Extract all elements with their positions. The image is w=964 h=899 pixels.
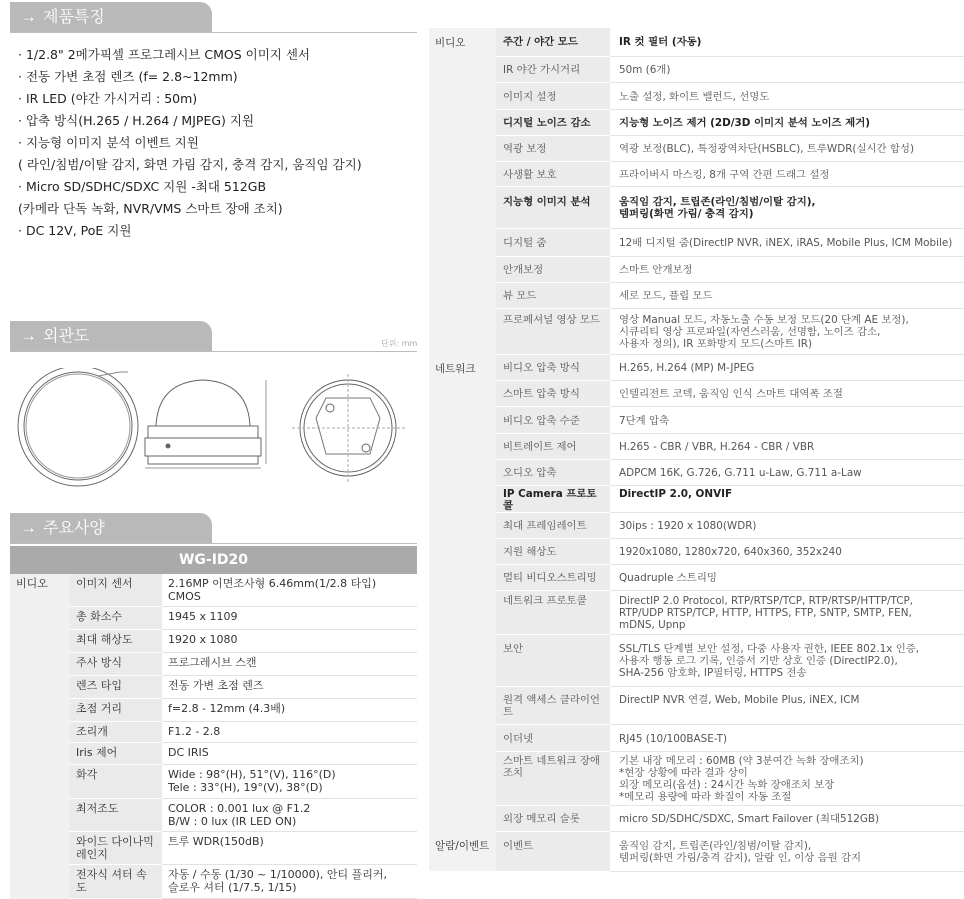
spec-value-line: COLOR : 0.001 lux @ F1.2	[168, 802, 311, 815]
spec-key: 지원 해상도	[496, 538, 610, 564]
spec-value	[162, 630, 417, 653]
spec-key: 오디오 압축	[496, 459, 610, 485]
spec-value	[610, 109, 964, 135]
spec-category: 비디오	[10, 574, 70, 899]
table-row	[429, 459, 964, 485]
spec-category: 비디오	[429, 28, 496, 354]
table-row	[10, 699, 417, 722]
spec-key: 화각	[70, 765, 162, 799]
spec-key: 지능형 이미지 분석	[496, 186, 610, 228]
left-spec-table	[10, 574, 417, 899]
spec-value-line: 1920 x 1080	[168, 633, 238, 646]
table-row	[429, 485, 964, 512]
spec-value	[610, 686, 964, 724]
spec-value-line: 트루 WDR(150dB)	[168, 835, 264, 848]
spec-value-line: 움직임 감지, 트립존(라인/침범/이탈 감지),	[619, 839, 812, 852]
table-row	[429, 109, 964, 135]
spec-key: 총 화소수	[70, 607, 162, 630]
table-row	[429, 564, 964, 590]
table-row	[429, 751, 964, 805]
spec-value	[610, 485, 964, 512]
spec-value-line: H.265 - CBR / VBR, H.264 - CBR / VBR	[619, 440, 815, 453]
spec-value-line: 12배 디지털 줌(DirectIP NVR, iNEX, iRAS, Mobile Plus, ICM Mobile)	[619, 236, 953, 249]
spec-value	[610, 805, 964, 831]
table-row	[429, 228, 964, 256]
feature-item: · 지능형 이미지 분석 이벤트 지원	[18, 135, 199, 150]
spec-key: 이더넷	[496, 724, 610, 751]
spec-value	[610, 406, 964, 433]
spec-value-line: 영상 Manual 모드, 자동노출 수동 보정 모드(20 단계 AE 보정),	[619, 313, 909, 326]
table-row	[429, 28, 964, 56]
spec-value-line: *메모리 용량에 따라 화질이 자동 조절	[619, 790, 792, 803]
spec-value-line: 노출 설정, 화이트 밸런드, 선명도	[619, 90, 770, 103]
table-row	[10, 865, 417, 899]
model-name: WG-ID20	[10, 546, 417, 574]
spec-value	[162, 865, 417, 899]
spec-key: 외장 메모리 슬롯	[496, 805, 610, 831]
spec-key: 사생활 보호	[496, 161, 610, 186]
spec-value-line: 외장 메모리(옵션) : 24시간 녹화 장애조치 보장	[619, 778, 835, 791]
table-row	[429, 512, 964, 538]
divider	[10, 32, 417, 33]
spec-value	[162, 722, 417, 743]
table-row	[429, 135, 964, 161]
spec-value-line: DC IRIS	[168, 746, 209, 759]
spec-key: 이미지 센서	[70, 574, 162, 607]
spec-value	[610, 564, 964, 590]
spec-key: 보안	[496, 634, 610, 686]
table-row	[10, 607, 417, 630]
table-row	[429, 380, 964, 406]
spec-value-line: 시큐리티 영상 프로파일(자연스러움, 선명함, 노이즈 감소,	[619, 325, 881, 338]
bottom-view-drawing	[292, 374, 406, 482]
spec-value	[610, 512, 964, 538]
arrow-right-icon: →	[20, 518, 37, 537]
spec-value	[610, 135, 964, 161]
table-row	[429, 161, 964, 186]
spec-key: 스마트 압축 방식	[496, 380, 610, 406]
spec-value-line: DirectIP 2.0, ONVIF	[619, 487, 733, 500]
spec-key: 디지털 줌	[496, 228, 610, 256]
spec-key: 안개보정	[496, 256, 610, 282]
spec-value-line: 기본 내장 메모리 : 60MB (약 3분여간 녹화 장애조치)	[619, 754, 864, 767]
feature-item: · DC 12V, PoE 지원	[18, 223, 132, 238]
spec-value-line: RJ45 (10/100BASE-T)	[619, 732, 728, 745]
feature-item: (카메라 단독 녹화, NVR/VMS 스마트 장애 조치)	[18, 201, 283, 216]
spec-value-line: mDNS, Upnp	[619, 618, 686, 631]
spec-value	[162, 765, 417, 799]
table-row	[10, 630, 417, 653]
spec-value	[162, 743, 417, 765]
spec-value	[610, 308, 964, 354]
spec-value-line: 세로 모드, 플립 모드	[619, 289, 713, 302]
spec-key: IR 야간 가시거리	[496, 56, 610, 82]
spec-value	[610, 590, 964, 634]
spec-value	[162, 607, 417, 630]
table-row	[10, 799, 417, 832]
table-row	[429, 686, 964, 724]
spec-key: 주간 / 야간 모드	[496, 28, 610, 56]
spec-value-line: 사용자 정의), IR 포화방지 모드(스마트 IR)	[619, 337, 813, 350]
spec-value	[610, 538, 964, 564]
feature-item: · 전동 가변 초점 렌즈 (f= 2.8~12mm)	[18, 69, 238, 84]
side-view-drawing	[145, 380, 266, 468]
arrow-right-icon: →	[20, 7, 37, 26]
spec-value-line: 2.16MP 이면조사형 6.46mm(1/2.8 타입) CMOS	[168, 577, 377, 603]
table-row	[429, 634, 964, 686]
spec-value-line: 사용자 행동 로그 기록, 인증서 기반 상호 인증 (DirectIP2.0),	[619, 654, 898, 667]
table-row	[429, 724, 964, 751]
spec-value-line: DirectIP NVR 연결, Web, Mobile Plus, iNEX, ICM	[619, 693, 860, 706]
table-row	[429, 805, 964, 831]
spec-value	[162, 574, 417, 607]
spec-key: 와이드 다이나믹 레인지	[70, 832, 162, 865]
specs-header: → 주요사양	[10, 513, 212, 543]
spec-value-line: 자동 / 수동 (1/30 ~ 1/10000), 안티 플리커,	[168, 868, 388, 881]
divider	[10, 351, 417, 352]
spec-key: 이미지 설정	[496, 82, 610, 109]
spec-key: 주사 방식	[70, 653, 162, 676]
spec-key: IP Camera 프로토콜	[496, 485, 610, 512]
spec-value-line: RTP/UDP RTSP/TCP, HTTP, HTTPS, FTP, SNTP, SMTP, FEN,	[619, 606, 912, 619]
spec-value-line: H.265, H.264 (MP) M-JPEG	[619, 361, 755, 374]
spec-key: 최저조도	[70, 799, 162, 832]
spec-value-line: 슬로우 셔터 (1/7.5, 1/15)	[168, 881, 297, 894]
spec-key: 네트워크 프로토콜	[496, 590, 610, 634]
spec-key: 렌즈 타입	[70, 676, 162, 699]
spec-value-line: f=2.8 - 12mm (4.3배)	[168, 702, 286, 715]
spec-category: 알람/이벤트	[429, 831, 496, 871]
table-row	[429, 831, 964, 871]
table-row	[429, 186, 964, 228]
spec-value-line: 프로그레시브 스캔	[168, 656, 257, 669]
table-row	[429, 433, 964, 459]
table-row	[10, 676, 417, 699]
table-row	[10, 832, 417, 865]
spec-value-line: 스마트 안개보정	[619, 263, 693, 276]
spec-value-line: micro SD/SDHC/SDXC, Smart Failover (최대512GB)	[619, 812, 880, 825]
spec-key: 최대 프레임레이트	[496, 512, 610, 538]
spec-value-line: 템퍼링(화면 가림/ 충격 감지)	[619, 207, 754, 220]
arrow-right-icon: →	[20, 326, 37, 345]
spec-value	[162, 653, 417, 676]
spec-value-line: 전동 가변 초점 렌즈	[168, 679, 264, 692]
spec-value	[610, 161, 964, 186]
spec-value-line: 지능형 노이즈 제거 (2D/3D 이미지 분석 노이즈 제거)	[619, 116, 870, 129]
table-row	[429, 590, 964, 634]
spec-value	[162, 832, 417, 865]
features-header: → 제품특징	[10, 2, 212, 32]
spec-key: 비디오 압축 수준	[496, 406, 610, 433]
spec-key: 역광 보정	[496, 135, 610, 161]
feature-item: · 1/2.8" 2메가픽셀 프로그레시브 CMOS 이미지 센서	[18, 47, 310, 62]
table-row	[429, 406, 964, 433]
spec-value	[610, 228, 964, 256]
unit-label: 단위: mm	[381, 339, 418, 348]
spec-category: 네트워크	[429, 354, 496, 831]
top-view-drawing	[18, 368, 138, 486]
spec-value-line: 움직임 감지, 트립존(라인/침범/이탈 감지),	[619, 195, 816, 208]
table-row	[429, 538, 964, 564]
spec-value-line: 1920x1080, 1280x720, 640x360, 352x240	[619, 545, 842, 558]
spec-value	[610, 433, 964, 459]
spec-value-line: DirectIP 2.0 Protocol, RTP/RTSP/TCP, RTP/RTSP/HTTP/TCP,	[619, 594, 914, 607]
spec-value-line: 프라이버시 마스킹, 8개 구역 간편 드래그 설정	[619, 168, 830, 181]
spec-value-line: SSL/TLS 단계별 보안 설정, 다중 사용자 권한, IEEE 802.1x 인증,	[619, 642, 920, 655]
spec-value-line: 7단계 압축	[619, 414, 670, 427]
spec-value-line: SHA-256 암호화, IP필터링, HTTPS 전송	[619, 666, 807, 679]
spec-value	[610, 56, 964, 82]
feature-item: · 압축 방식(H.265 / H.264 / MJPEG) 지원	[18, 113, 255, 128]
feature-item: ( 라인/침범/이탈 감지, 화면 가림 감지, 충격 감지, 움직임 감지)	[18, 157, 362, 172]
table-row	[429, 308, 964, 354]
table-row	[10, 722, 417, 743]
spec-key: 전자식 셔터 속도	[70, 865, 162, 899]
spec-value	[610, 256, 964, 282]
spec-value-line: 1945 x 1109	[168, 610, 238, 623]
table-row	[10, 743, 417, 765]
table-row	[429, 354, 964, 380]
spec-key: 최대 해상도	[70, 630, 162, 653]
feature-item: · IR LED (야간 가시거리 : 50m)	[18, 91, 198, 106]
table-row	[429, 282, 964, 308]
spec-value-line: 역광 보정(BLC), 특정광역차단(HSBLC), 트루WDR(실시간 합성)	[619, 142, 915, 155]
table-row	[429, 56, 964, 82]
divider	[10, 543, 417, 544]
spec-key: 스마트 네트워크 장애조치	[496, 751, 610, 805]
spec-value	[162, 699, 417, 722]
table-row	[429, 82, 964, 109]
spec-value	[610, 751, 964, 805]
spec-key: 비트레이트 제어	[496, 433, 610, 459]
spec-key: 멀티 비디오스트리밍	[496, 564, 610, 590]
features-list	[18, 44, 418, 242]
table-row	[10, 653, 417, 676]
spec-value-line: Wide : 98°(H), 51°(V), 116°(D)	[168, 768, 336, 781]
spec-key: 이벤트	[496, 831, 610, 871]
exterior-drawings	[8, 368, 428, 498]
spec-key: 비디오 압축 방식	[496, 354, 610, 380]
spec-key: 조리개	[70, 722, 162, 743]
spec-value	[610, 831, 964, 871]
right-spec-table	[429, 28, 964, 872]
table-row	[429, 256, 964, 282]
spec-value-line: *현장 상황에 따라 결과 상이	[619, 766, 748, 779]
spec-key: Iris 제어	[70, 743, 162, 765]
spec-value	[162, 799, 417, 832]
spec-value	[162, 676, 417, 699]
spec-value	[610, 724, 964, 751]
spec-value-line: 50m (6개)	[619, 63, 671, 76]
spec-key: 프로페셔널 영상 모드	[496, 308, 610, 354]
spec-value	[610, 380, 964, 406]
spec-value	[610, 28, 964, 56]
spec-value-line: 템퍼링(화면 가림/충격 감지), 알람 인, 이상 음원 감지	[619, 851, 862, 864]
spec-value-line: Tele : 33°(H), 19°(V), 38°(D)	[168, 781, 323, 794]
spec-key: 디지털 노이즈 감소	[496, 109, 610, 135]
table-row	[10, 574, 417, 607]
spec-value	[610, 459, 964, 485]
spec-value-line: IR 컷 필터 (자동)	[619, 36, 702, 48]
exterior-header: → 외관도	[10, 321, 212, 351]
spec-value	[610, 282, 964, 308]
spec-value-line: F1.2 - 2.8	[168, 725, 221, 738]
spec-value-line: Quadruple 스트리밍	[619, 571, 717, 584]
spec-key: 원격 액세스 클라이언트	[496, 686, 610, 724]
spec-value-line: ADPCM 16K, G.726, G.711 u-Law, G.711 a-Law	[619, 466, 862, 479]
spec-value-line: B/W : 0 lux (IR LED ON)	[168, 815, 297, 828]
spec-value	[610, 354, 964, 380]
spec-value	[610, 186, 964, 228]
spec-value-line: 인텔리전트 코덱, 움직임 인식 스마트 대역폭 조절	[619, 387, 843, 400]
spec-key: 뷰 모드	[496, 282, 610, 308]
spec-key: 초점 거리	[70, 699, 162, 722]
spec-value-line: 30ips : 1920 x 1080(WDR)	[619, 519, 757, 532]
spec-value	[610, 82, 964, 109]
spec-value	[610, 634, 964, 686]
table-row	[10, 765, 417, 799]
feature-item: · Micro SD/SDHC/SDXC 지원 -최대 512GB	[18, 179, 267, 194]
